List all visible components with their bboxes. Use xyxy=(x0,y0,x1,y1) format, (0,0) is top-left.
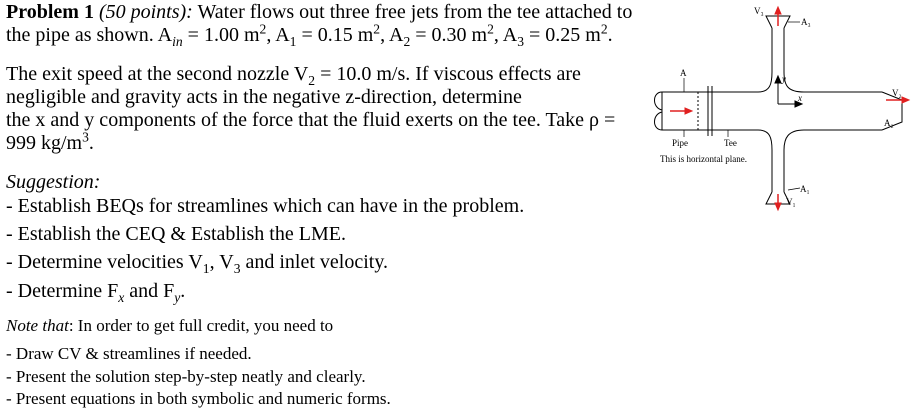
v2-sub: 2 xyxy=(308,73,316,88)
problem-line-2 xyxy=(6,21,613,49)
velocities-text: - Determine velocities V xyxy=(6,251,203,273)
sq-1: 2 xyxy=(259,21,267,37)
area-in-value: = 1.00 m xyxy=(182,24,260,46)
density-period: . xyxy=(88,132,94,154)
sq-3: 2 xyxy=(487,21,494,37)
label-x: x xyxy=(798,93,802,103)
v3-sub: 3 xyxy=(233,261,241,276)
note-item-2: - Present the solution step-by-step neatly and clearly. xyxy=(6,367,366,386)
suggestion-title: Suggestion: xyxy=(6,171,101,193)
sq-4: 2 xyxy=(600,21,608,37)
label-v2: V₂ xyxy=(892,88,902,98)
note-title: Note that xyxy=(6,316,69,335)
suggestion-item-3 xyxy=(6,251,389,276)
flange xyxy=(708,86,712,136)
suggestion-item-4 xyxy=(6,280,186,305)
label-pipe: Pipe xyxy=(672,138,689,148)
area-3-label: , A xyxy=(493,24,518,46)
note-item-1: - Draw CV & streamlines if needed. xyxy=(6,344,252,363)
velocities-mid: , V xyxy=(209,251,234,273)
suggestion-item-1: - Establish BEQs for streamlines which can have in the problem. xyxy=(6,195,525,217)
problem-heading: Problem 1 xyxy=(6,1,94,23)
area-1-sub: 1 xyxy=(289,34,297,49)
note-item-3: - Present equations in both symbolic and numeric forms. xyxy=(6,389,391,408)
density-sup: 3 xyxy=(82,129,89,145)
period: . xyxy=(607,24,613,46)
fy-sub: y xyxy=(174,290,181,305)
leader-lines xyxy=(684,22,800,190)
label-tee: Tee xyxy=(724,138,737,148)
label-y: y xyxy=(782,74,786,84)
para2-line-2: negligible and gravity acts in the negative z-direction, determine xyxy=(6,86,522,108)
density-value: 999 kg/m xyxy=(6,132,83,154)
pipe-body xyxy=(655,92,757,130)
tee-pipe-figure xyxy=(648,0,913,212)
para2-line-4 xyxy=(6,129,94,154)
note-rest: : In order to get full credit, you need to xyxy=(68,316,334,335)
area-2-sub: 2 xyxy=(403,34,411,49)
sq-2: 2 xyxy=(373,21,381,37)
velocities-end: and inlet velocity. xyxy=(240,251,389,273)
area-2-label: , A xyxy=(380,24,404,46)
para2-line-1 xyxy=(6,63,581,88)
tee-body xyxy=(712,16,902,204)
note-line xyxy=(6,316,333,335)
v1-arrow xyxy=(775,194,781,210)
area-1-label: , A xyxy=(266,24,290,46)
problem-line-1 xyxy=(6,1,632,23)
exit-speed-text: The exit speed at the second nozzle V xyxy=(6,63,309,85)
area-in-label: the pipe as shown. A xyxy=(6,24,173,46)
inlet-arrow xyxy=(670,108,692,114)
v1-sub: 1 xyxy=(202,261,210,276)
label-a3: A₃ xyxy=(801,17,811,27)
label-v1: V₁ xyxy=(786,197,796,207)
area-3-value: = 0.25 m xyxy=(524,24,601,46)
forces-text: - Determine F xyxy=(6,280,119,302)
label-a2: A₂ xyxy=(884,118,894,128)
fx-sub: x xyxy=(118,290,125,305)
area-3-sub: 3 xyxy=(517,34,525,49)
forces-end: . xyxy=(180,280,186,302)
exit-speed-value: = 10.0 m/s. If viscous effects are xyxy=(315,63,581,85)
suggestion-item-2: - Establish the CEQ & Establish the LME. xyxy=(6,223,346,245)
problem-points: (50 points): xyxy=(98,1,193,23)
area-1-value: = 0.15 m xyxy=(296,24,374,46)
forces-mid: and F xyxy=(124,280,175,302)
area-2-value: = 0.30 m xyxy=(410,24,488,46)
label-a1: A₁ xyxy=(800,184,810,194)
para2-line-3: the x and y components of the force that the fluid exerts on the tee. Take ρ = xyxy=(6,109,616,131)
label-a: A xyxy=(680,68,687,78)
area-in-sub: in xyxy=(172,34,183,49)
problem-text-1: Water flows out three free jets from the tee attached to xyxy=(197,1,633,23)
label-v3: V₃ xyxy=(754,6,764,16)
figure-caption: This is horizontal plane. xyxy=(660,154,747,164)
